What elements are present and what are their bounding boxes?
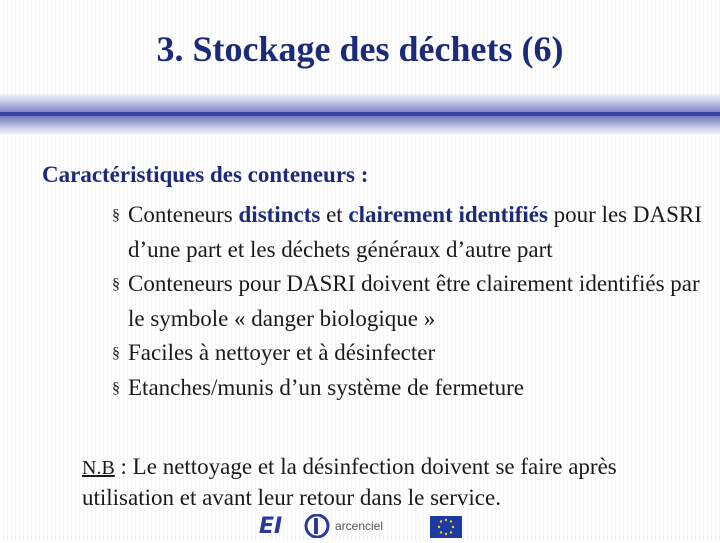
bullet-text: pour les DASRI d’une part et les déchets généraux d’autre part bbox=[128, 202, 702, 262]
bullet-item bbox=[112, 267, 712, 336]
bullet-item bbox=[112, 371, 712, 406]
bullet-icon: § bbox=[112, 380, 120, 397]
footer-logos bbox=[255, 512, 475, 540]
highlight-identifies: clairement identifiés bbox=[348, 202, 548, 227]
bullet-icon: § bbox=[112, 207, 120, 224]
bullet-text: Etanches/munis d’un système de fermeture bbox=[128, 375, 524, 400]
bullet-text: Conteneurs pour DASRI doivent être clairement identifiés par le symbole « danger biologique » bbox=[128, 271, 700, 331]
bullet-item bbox=[112, 198, 712, 267]
note-paragraph bbox=[82, 452, 702, 513]
ei-logo-icon bbox=[255, 514, 295, 540]
note-label: N.B bbox=[82, 457, 115, 479]
bullet-icon: § bbox=[112, 345, 120, 362]
eu-flag-icon bbox=[430, 516, 462, 538]
slide-title: 3. Stockage des déchets (6) bbox=[156, 29, 564, 69]
bullet-icon: § bbox=[112, 276, 120, 293]
arcenciel-logo-text: arcenciel bbox=[335, 519, 384, 533]
bullet-list bbox=[112, 198, 712, 406]
ei-logo-text: EI bbox=[259, 514, 283, 539]
bullet-text: Faciles à nettoyer et à désinfecter bbox=[128, 340, 436, 365]
highlight-distincts: distincts bbox=[238, 202, 321, 227]
note-text: : Le nettoyage et la désinfection doivent se faire après utilisation et avant leur retour dans le service. bbox=[82, 454, 617, 510]
bullet-text: et bbox=[320, 202, 349, 227]
bullet-item bbox=[112, 336, 712, 371]
arcenciel-logo-icon bbox=[303, 514, 331, 538]
bullet-text: Conteneurs bbox=[128, 202, 239, 227]
section-heading: Caractéristiques des conteneurs : bbox=[42, 162, 369, 187]
title-decor-line bbox=[0, 112, 720, 116]
